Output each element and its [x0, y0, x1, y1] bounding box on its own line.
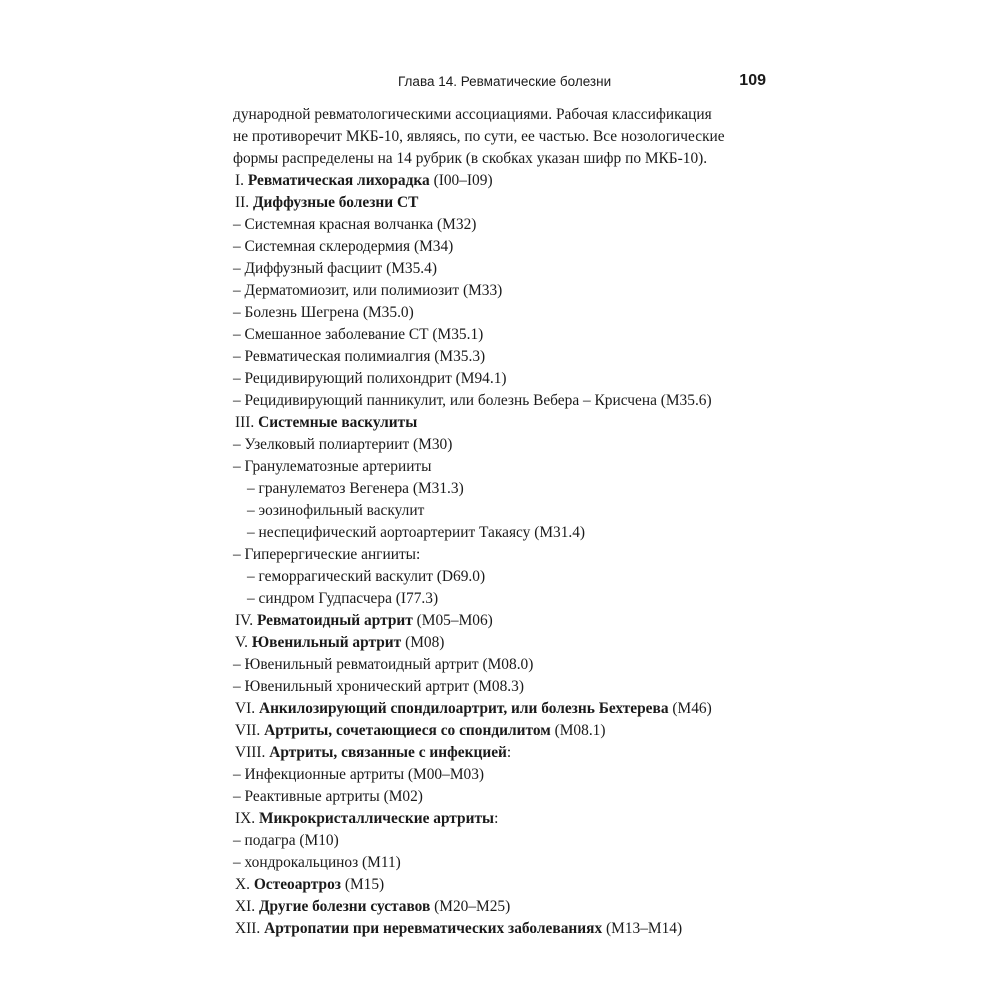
rubric-number: IX. — [235, 810, 256, 827]
item-text: – эозинофильный васкулит — [247, 502, 425, 519]
subitem — [233, 654, 773, 676]
rubric-item — [233, 192, 773, 214]
subitem — [233, 786, 773, 808]
rubric-item — [233, 698, 773, 720]
item-text: – Ревматическая полимиалгия (М35.3) — [233, 348, 486, 365]
rubric-number: XI. — [235, 898, 256, 915]
page-body — [233, 104, 773, 940]
subitem — [233, 434, 773, 456]
subitem — [233, 302, 773, 324]
item-text: – Реактивные артриты (М02) — [233, 788, 423, 805]
running-header — [233, 72, 766, 94]
rubric-number: X. — [235, 876, 250, 893]
subsubitem — [233, 588, 773, 610]
rubric-number: IV. — [235, 612, 254, 629]
rubric-title: Анкилозирующий спондилоартрит, или болезнь Бехтерева — [258, 700, 669, 717]
rubric-item — [233, 412, 773, 434]
rubric-item — [233, 918, 773, 940]
rubric-code: : — [506, 744, 512, 761]
item-text: – Дерматомиозит, или полимиозит (М33) — [233, 282, 503, 299]
item-text: – Рецидивирующий полихондрит (М94.1) — [233, 370, 507, 387]
item-text: – Системная красная волчанка (М32) — [233, 216, 477, 233]
rubric-item — [233, 632, 773, 654]
rubric-number: VIII. — [235, 744, 266, 761]
subitem — [233, 214, 773, 236]
rubric-title: Ювенильный артрит — [251, 634, 402, 651]
intro-line: дународной ревматологическими ассоциациями. Рабочая классификация — [233, 106, 712, 123]
rubric-item — [233, 896, 773, 918]
subitem — [233, 830, 773, 852]
rubric-title: Микрокристаллические артриты — [258, 810, 495, 827]
classification-list — [233, 170, 773, 940]
rubric-code: (М20–М25) — [430, 898, 511, 915]
item-text: – Болезнь Шегрена (М35.0) — [233, 304, 414, 321]
item-text: – подагра (М10) — [233, 832, 339, 849]
subitem — [233, 852, 773, 874]
rubric-item — [233, 874, 773, 896]
rubric-item — [233, 808, 773, 830]
item-text: – Системная склеродермия (М34) — [233, 238, 454, 255]
rubric-item — [233, 742, 773, 764]
rubric-code: (М08) — [401, 634, 445, 651]
subsubitem — [233, 522, 773, 544]
subsubitem — [233, 500, 773, 522]
intro-line: не противоречит МКБ-10, являясь, по сути, ее частью. Все нозологические — [233, 128, 725, 145]
subitem — [233, 324, 773, 346]
item-text: – Ювенильный хронический артрит (М08.3) — [233, 678, 524, 695]
item-text: – Диффузный фасциит (М35.4) — [233, 260, 437, 277]
subitem — [233, 236, 773, 258]
subsubitem — [233, 478, 773, 500]
page-number: 109 — [739, 72, 766, 89]
rubric-item — [233, 610, 773, 632]
item-text: – неспецифический аортоартериит Такаясу (М31.4) — [247, 524, 586, 541]
rubric-number: I. — [235, 172, 244, 189]
rubric-title: Ревматоидный артрит — [256, 612, 413, 629]
rubric-code: (М05–М06) — [412, 612, 493, 629]
rubric-item — [233, 170, 773, 192]
rubric-code: : — [494, 810, 499, 827]
rubric-title: Системные васкулиты — [258, 414, 418, 431]
rubric-title: Артриты, сочетающиеся со спондилитом — [264, 722, 551, 739]
chapter-title: Глава 14. Ревматические болезни — [398, 74, 612, 89]
rubric-number: VI. — [235, 700, 256, 717]
intro-line: формы распределены на 14 рубрик (в скобках указан шифр по МКБ-10). — [233, 150, 708, 167]
item-text: – Ювенильный ревматоидный артрит (М08.0) — [233, 656, 534, 673]
subitem — [233, 544, 773, 566]
rubric-code: (М15) — [340, 876, 385, 893]
item-text: – Рецидивирующий панникулит, или болезнь Вебера – Крисчена (М35.6) — [233, 392, 712, 409]
rubric-title: Диффузные болезни СТ — [252, 194, 419, 211]
rubric-title: Артропатии при неревматических заболеваниях — [264, 920, 603, 937]
rubric-title: Ревматическая лихорадка — [247, 172, 430, 189]
subsubitem — [233, 566, 773, 588]
subitem — [233, 368, 773, 390]
rubric-code: (М08.1) — [550, 722, 606, 739]
item-text: – геморрагический васкулит (D69.0) — [247, 568, 486, 585]
item-text: – гранулематоз Вегенера (М31.3) — [247, 480, 464, 497]
subitem — [233, 280, 773, 302]
rubric-title: Другие болезни суставов — [258, 898, 431, 915]
item-text: – Смешанное заболевание СТ (М35.1) — [233, 326, 484, 343]
intro-paragraph — [233, 104, 773, 170]
rubric-number: VII. — [235, 722, 261, 739]
subitem — [233, 390, 773, 412]
subitem — [233, 456, 773, 478]
item-text: – синдром Гудпасчера (I77.3) — [247, 590, 439, 607]
rubric-number: XII. — [235, 920, 261, 937]
subitem — [233, 764, 773, 786]
rubric-code: (М13–М14) — [602, 920, 683, 937]
rubric-number: III. — [235, 414, 255, 431]
item-text: – Гиперергические ангииты: — [233, 546, 421, 563]
item-text: – хондрокальциноз (М11) — [233, 854, 401, 871]
rubric-code: (М46) — [668, 700, 712, 717]
item-text: – Узелковый полиартериит (М30) — [233, 436, 453, 453]
item-text: – Инфекционные артриты (М00–М03) — [233, 766, 485, 783]
subitem — [233, 258, 773, 280]
rubric-title: Артриты, связанные с инфекцией — [269, 744, 507, 761]
subitem — [233, 676, 773, 698]
rubric-number: V. — [235, 634, 248, 651]
rubric-code: (I00–I09) — [429, 172, 493, 189]
rubric-title: Остеоартроз — [253, 876, 341, 893]
rubric-number: II. — [235, 194, 250, 211]
subitem — [233, 346, 773, 368]
item-text: – Гранулематозные артерииты — [233, 458, 432, 475]
rubric-item — [233, 720, 773, 742]
